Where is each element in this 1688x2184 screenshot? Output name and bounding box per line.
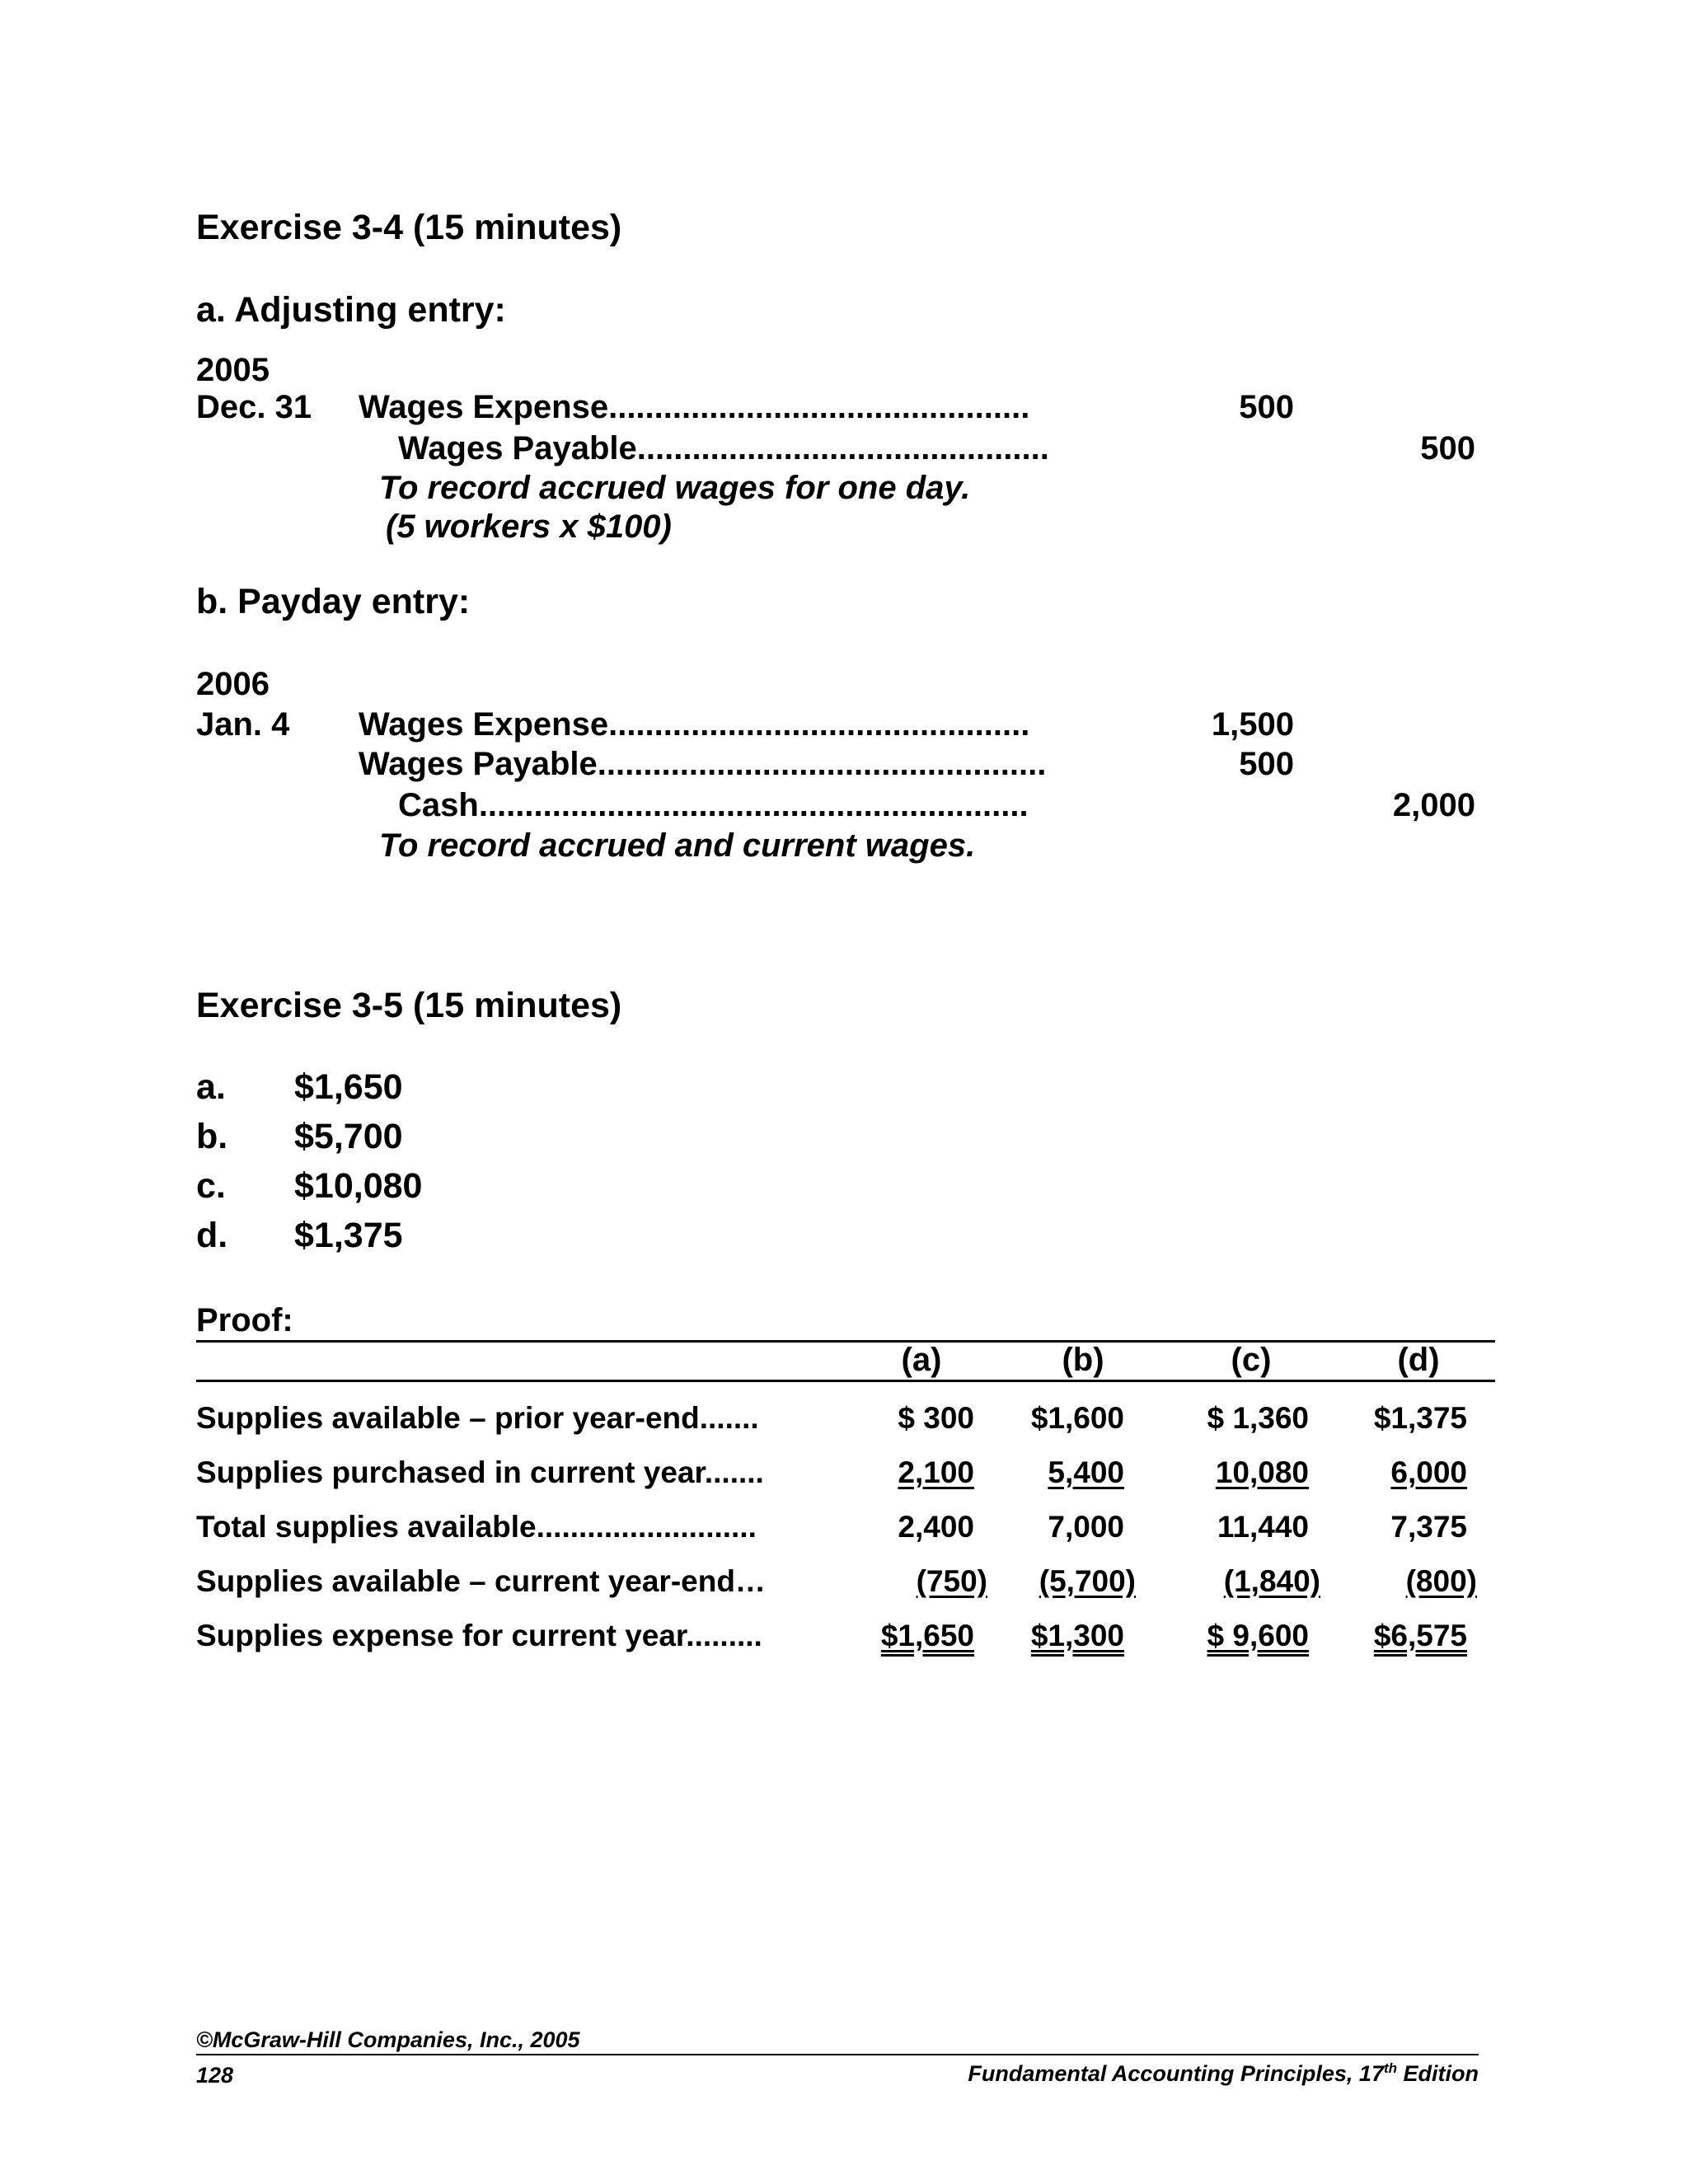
answer-a-letter: a. <box>196 1067 226 1107</box>
proof-row-label: Total supplies available.......................... <box>196 1510 757 1544</box>
entry-a-credit-amount: 500 <box>1420 430 1475 466</box>
proof-cell-d: (800) <box>1405 1564 1477 1598</box>
entry-b-line-3-account: Cash <box>398 787 479 823</box>
answer-d-letter: d. <box>196 1216 228 1255</box>
column-header-a: (a) <box>901 1342 942 1378</box>
proof-cell-d: $6,575 <box>1373 1619 1467 1652</box>
answer-a-value: $1,650 <box>294 1067 403 1107</box>
proof-cell-d: 6,000 <box>1390 1455 1467 1489</box>
entry-b-line-3-amount: 2,000 <box>1392 787 1475 823</box>
proof-cell-c: 10,080 <box>1215 1455 1309 1489</box>
entry-b-line-2-account: Wages Payable <box>359 746 598 782</box>
proof-cell-d: $1,375 <box>1373 1401 1467 1435</box>
proof-cell-a: 2,100 <box>898 1455 974 1489</box>
proof-cell-b: $1,300 <box>1030 1619 1124 1652</box>
entry-a-debit-account: Wages Expense <box>359 389 609 425</box>
proof-cell-b: 7,000 <box>1048 1510 1124 1544</box>
proof-cell-d: 7,375 <box>1390 1510 1467 1544</box>
answer-b-letter: b. <box>196 1117 228 1156</box>
column-header-d: (d) <box>1397 1342 1440 1378</box>
footer-rule <box>196 2054 1479 2055</box>
proof-cell-c: $ 9,600 <box>1207 1619 1309 1652</box>
column-header-c: (c) <box>1231 1342 1272 1378</box>
entry-b-line-1-leader: .............................................. <box>608 706 1030 743</box>
entry-b-line-3-leader: ............................................................ <box>478 787 1029 823</box>
answer-d-value: $1,375 <box>294 1216 403 1255</box>
proof-cell-c: $ 1,360 <box>1207 1401 1309 1435</box>
entry-b-line-1 <box>359 706 1029 743</box>
proof-cell-a: 2,400 <box>898 1510 974 1544</box>
proof-row-label: Supplies purchased in current year....... <box>196 1455 764 1489</box>
entry-a-credit-account: Wages Payable <box>398 430 637 466</box>
entry-b-line-2 <box>359 746 1046 783</box>
entry-a-memo-line-1: To record accrued wages for one day. <box>379 470 971 506</box>
answer-c-value: $10,080 <box>294 1166 423 1206</box>
adjusting-entry-heading: a. Adjusting entry: <box>196 290 506 330</box>
footer-book-title-text: Fundamental Accounting Principles, 17 <box>968 2061 1384 2086</box>
proof-row-label: Supplies available – current year-end… <box>196 1564 766 1598</box>
entry-a-year: 2005 <box>196 352 270 388</box>
entry-a-date: Dec. 31 <box>196 389 312 425</box>
proof-cell-b: (5,700) <box>1039 1564 1136 1598</box>
entry-b-line-1-account: Wages Expense <box>359 706 609 743</box>
proof-row-label: Supplies available – prior year-end....... <box>196 1401 759 1435</box>
payday-entry-heading: b. Payday entry: <box>196 582 471 621</box>
entry-a-credit-leader: ............................................. <box>636 430 1049 466</box>
proof-cell-a: $1,650 <box>880 1619 974 1652</box>
entry-a-debit-leader: .............................................. <box>608 389 1030 425</box>
entry-a-debit-line <box>359 389 1029 426</box>
entry-b-line-3 <box>398 787 1029 824</box>
entry-b-date: Jan. 4 <box>196 706 290 743</box>
footer-copyright: ©McGraw-Hill Companies, Inc., 2005 <box>196 2027 580 2052</box>
proof-cell-b: $1,600 <box>1030 1401 1124 1435</box>
entry-a-debit-amount: 500 <box>1239 389 1294 425</box>
proof-cell-c: 11,440 <box>1217 1510 1309 1544</box>
answer-c-letter: c. <box>196 1166 226 1206</box>
entry-b-line-2-leader: ................................................. <box>597 746 1047 782</box>
proof-header-rule <box>196 1380 1495 1382</box>
exercise-3-4-title: Exercise 3-4 (15 minutes) <box>196 208 622 247</box>
exercise-3-5-title: Exercise 3-5 (15 minutes) <box>196 986 622 1025</box>
proof-cell-b: 5,400 <box>1048 1455 1124 1489</box>
footer-book-title <box>824 2060 1479 2087</box>
entry-b-line-2-amount: 500 <box>1239 746 1294 782</box>
proof-row-label: Supplies expense for current year......... <box>196 1619 762 1652</box>
proof-label: Proof: <box>196 1302 293 1338</box>
entry-b-line-1-amount: 1,500 <box>1211 706 1294 743</box>
column-header-b: (b) <box>1062 1342 1104 1378</box>
entry-b-memo: To record accrued and current wages. <box>379 827 976 864</box>
proof-cell-a: (750) <box>916 1564 987 1598</box>
footer-edition-superscript: th <box>1383 2060 1398 2076</box>
entry-b-year: 2006 <box>196 666 270 702</box>
footer-edition-word: Edition <box>1397 2061 1479 2086</box>
proof-cell-c: (1,840) <box>1223 1564 1320 1598</box>
footer-page-number: 128 <box>196 2063 234 2088</box>
entry-a-credit-line <box>398 430 1049 467</box>
answer-b-value: $5,700 <box>294 1117 403 1156</box>
entry-a-memo-line-2: (5 workers x $100) <box>386 509 672 545</box>
proof-cell-a: $ 300 <box>898 1401 974 1435</box>
